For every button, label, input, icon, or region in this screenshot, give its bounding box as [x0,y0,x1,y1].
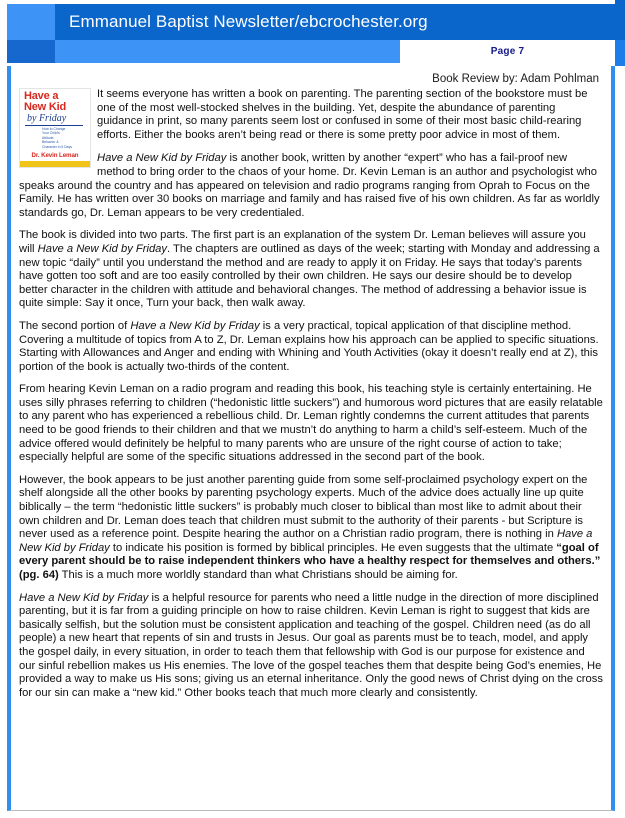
book-cover-title-script: by Friday [27,113,67,124]
text-run: is a helpful resource for parents who need a little nudge in the direction of more disciplined parenting, but it is far from a guiding principle on how to raise children. Kevin Leman is right to suggest that kids are basically selfish, but the solution must be consistent application and teaching of the gospel. Children need (as do all people) a new heart that repents of sin and trusts in Jesus. Our goal as parents must be to teach, model, and apply the gospel daily, in every situation, in order to teach them that fellowship with God is our purpose for existence and our sinful rebellion makes us His enemies. The love of the gospel teaches them that despite being God’s enemies, He provided a way to make us His sons; giving us an eternal inheritance. Only the good news of Christ dying on the cross for our sin can make a “new kid.” Other books teach that much more clearly and consistently. [19,591,603,699]
masthead-right-edge-lower [615,40,625,66]
text-run: The second portion of [19,319,131,332]
byline: Book Review by: Adam Pohlman [432,73,599,85]
masthead-accent-block-light [7,4,55,40]
text-run: However, the book appears to be just another parenting guide from some self-proclaimed psychology expert on the shelf alongside all the other books by parenting psychology experts. Much of the advice does actually line up quite biblically – the term “hedonistic little suckers” is probably much closer to biblical than most like to admit about their own children and Dr. Leman does teach that children must submit to the authority of their parents - but Scripture is never used as a reference point. Despite hearing the author on a Christian radio program, there is nothing in [19,473,588,541]
text-run: . The chapters are outlined as days of the week; starting with Monday and addressing a new topic “daily” until you understand the method and are ready to apply it on Friday. He says that today’s parents have gotten too soft and are too easily controlled by their own children. He says our desire should be to develop better character in the children with attitude and behavioral changes. The method of addressing a behavior issue is quite simple: Say it once, Turn your back, then walk away. [19,242,600,310]
article-paragraph-p3 [17,229,605,311]
text-run: “goal of every parent should be to raise independent thinkers who have a healthy respect for themselves and others.” (pg. 64) [19,541,601,581]
page-number: Page 7 [490,46,525,57]
text-run: to indicate his position is formed by biblical principles. He even suggests that the ultimate [109,541,557,554]
masthead [0,0,625,66]
text-run: is another book, written by another “expert” who has a fail-proof new method to bring order to the chaos of your home. Dr. Kevin Leman is an author and psychologist who speaks around the country and has appeared on television and radio programs ranging from Oprah to Focus on the Family. He has written over 30 books on marriage and family and has raised five of his own children. As far as worldly standards go, Dr. Leman appears to be very credentialed. [19,152,600,219]
text-run: This is a much more worldly standard than what Christians should be aiming for. [58,569,458,581]
text-run: It seems everyone has written a book on parenting. The parenting section of the bookstore must be one of the most well-stocked shelves in the building. Yet, despite the abundance of parenting guidance in print, so many parents seem lost or confused in some of their most basic child-rearing efforts. Either the books aren’t being read or there is some pretty poor advice in most of them. [97,88,588,141]
text-run: From hearing Kevin Leman on a radio program and reading this book, his teaching style is certainly entertaining. He uses silly phrases referring to children (“hedonistic little suckers”) and humorous word pictures that are easily relatable to any parent who has experienced a rebellious child. Dr. Leman rightly condemns the current attitudes that parents need to be good friends to their children and that we mustn’t do anything to harm a child’s self-esteem. Much of the advice offered would definitely be helpful to many parents who are unsure of the right course of action to take; especially helpful are some of the specific situations addressed in the second part of the book. [19,383,603,464]
text-run: Have a New Kid by Friday [19,528,593,554]
page-number-area [400,40,615,63]
text-run: Have a New Kid by Friday [130,319,260,332]
article-paragraph-p6 [17,474,605,583]
masthead-accent-block-dark [7,40,55,63]
book-cover-subtitle-2: Attitude, [42,135,55,140]
book-cover-title-line1: Have a [24,90,59,102]
masthead-strip [55,40,400,63]
book-cover-subtitle-3: Behavior & [42,140,59,145]
book-cover-rule [25,125,83,126]
article-paragraph-p7 [17,592,605,701]
article-paragraph-p2 [17,152,605,220]
book-cover-band [20,161,90,167]
article-paragraph-p4 [17,320,605,374]
article-body [17,88,605,700]
newsletter-title: Emmanuel Baptist Newsletter/ebcrochester.org [69,12,428,31]
text-run: Have a New Kid by Friday [19,591,149,604]
text-run: Have a New Kid by Friday [37,242,167,255]
book-cover-title-line2: New Kid [24,101,66,113]
book-cover-subtitle-1: Your Child's [42,131,60,136]
book-cover-subtitle-4: Character in 5 Days [42,144,72,149]
text-run: is a very practical, topical application of that discipline method. Covering a multitude of topics from A to Z, Dr. Leman explains how his approach can be applied to specific situations. Starting with Allowances and Anger and ending with Whining and Youth Activities (okay it doesn’t really end at Z), this portion of the book is actually two-thirds of the content. [19,319,599,373]
book-cover-author: Dr. Kevin Leman [31,152,79,159]
text-run: The book is divided into two parts. The first part is an explanation of the system Dr. Leman believes will assure you will [19,229,586,255]
text-run: Have a New Kid by Friday [97,152,227,165]
masthead-title-bar [55,4,615,40]
article-frame [7,66,615,811]
book-cover-image [19,88,91,168]
book-cover-subtitle-0: How to Change [42,127,66,131]
article-paragraph-p5 [17,383,605,465]
